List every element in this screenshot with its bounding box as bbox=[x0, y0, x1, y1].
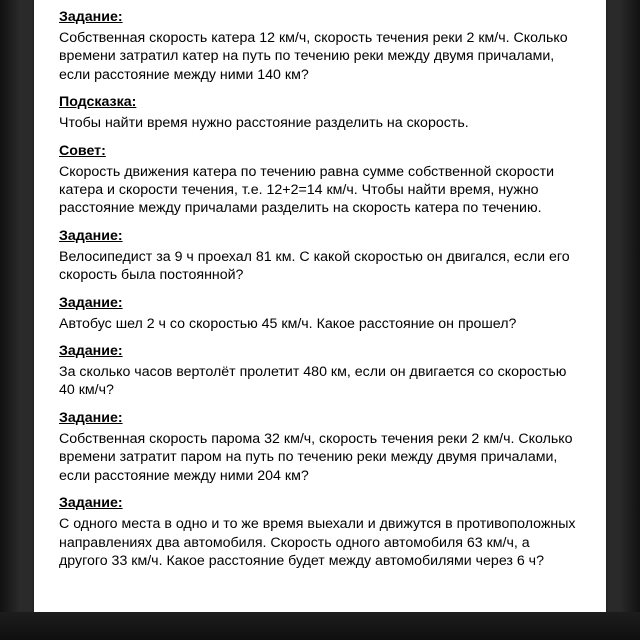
section-text: Автобус шел 2 ч со скоростью 45 км/ч. Какое расстояние он прошел? bbox=[59, 315, 517, 332]
section-text: Чтобы найти время нужно расстояние разделить на скорость. bbox=[59, 115, 469, 132]
section-heading: Задание: bbox=[59, 227, 123, 244]
section-task-cyclist bbox=[59, 227, 599, 285]
section-text: Собственная скорость катера 12 км/ч, скорость течения реки 2 км/ч. Сколько времени затратил катер на путь по течению реки между двумя причалами, если расстояние между ними 140 км? bbox=[59, 30, 568, 83]
section-task-cars bbox=[59, 494, 599, 570]
document-page bbox=[34, 0, 606, 612]
section-hint bbox=[59, 93, 599, 132]
section-task-boat bbox=[59, 8, 599, 84]
page-content bbox=[59, 8, 599, 570]
section-task-ferry bbox=[59, 409, 599, 485]
section-heading: Задание: bbox=[59, 495, 123, 512]
section-heading: Подсказка: bbox=[59, 94, 137, 111]
section-heading: Задание: bbox=[59, 294, 123, 311]
section-task-bus bbox=[59, 294, 599, 333]
bottom-shadow-bar bbox=[0, 612, 640, 640]
section-text: Скорость движения катера по течению равна сумме собственной скорости катера и скорости течения, т.е. 12+2=14 км/ч. Чтобы найти время, нужно расстояние между причалами разделить на скорость катера по течению. bbox=[59, 163, 555, 217]
section-advice bbox=[59, 142, 599, 218]
section-text: За сколько часов вертолёт пролетит 480 км, если он двигается со скоростью 40 км/ч? bbox=[59, 364, 567, 399]
section-heading: Задание: bbox=[59, 9, 123, 25]
section-text: Велосипедист за 9 ч проехал 81 км. С какой скоростью он двигался, если его скорость была постоянной? bbox=[59, 248, 570, 284]
section-task-helicopter bbox=[59, 342, 599, 400]
section-heading: Задание: bbox=[59, 409, 123, 426]
section-text: Собственная скорость парома 32 км/ч, скорость течения реки 2 км/ч. Сколько времени затратит паром на путь по течению реки между двумя причалами, если расстояние между ними 204 км? bbox=[59, 430, 573, 484]
section-text: С одного места в одно и то же время выехали и движутся в противоположных направлениях два автомобиля. Скорость одного автомобиля 63 км/ч, а другого 33 км/ч. Какое расстояние будет между автомобилями через 6 ч? bbox=[59, 516, 576, 569]
section-heading: Задание: bbox=[59, 343, 123, 360]
section-heading: Совет: bbox=[59, 142, 106, 159]
